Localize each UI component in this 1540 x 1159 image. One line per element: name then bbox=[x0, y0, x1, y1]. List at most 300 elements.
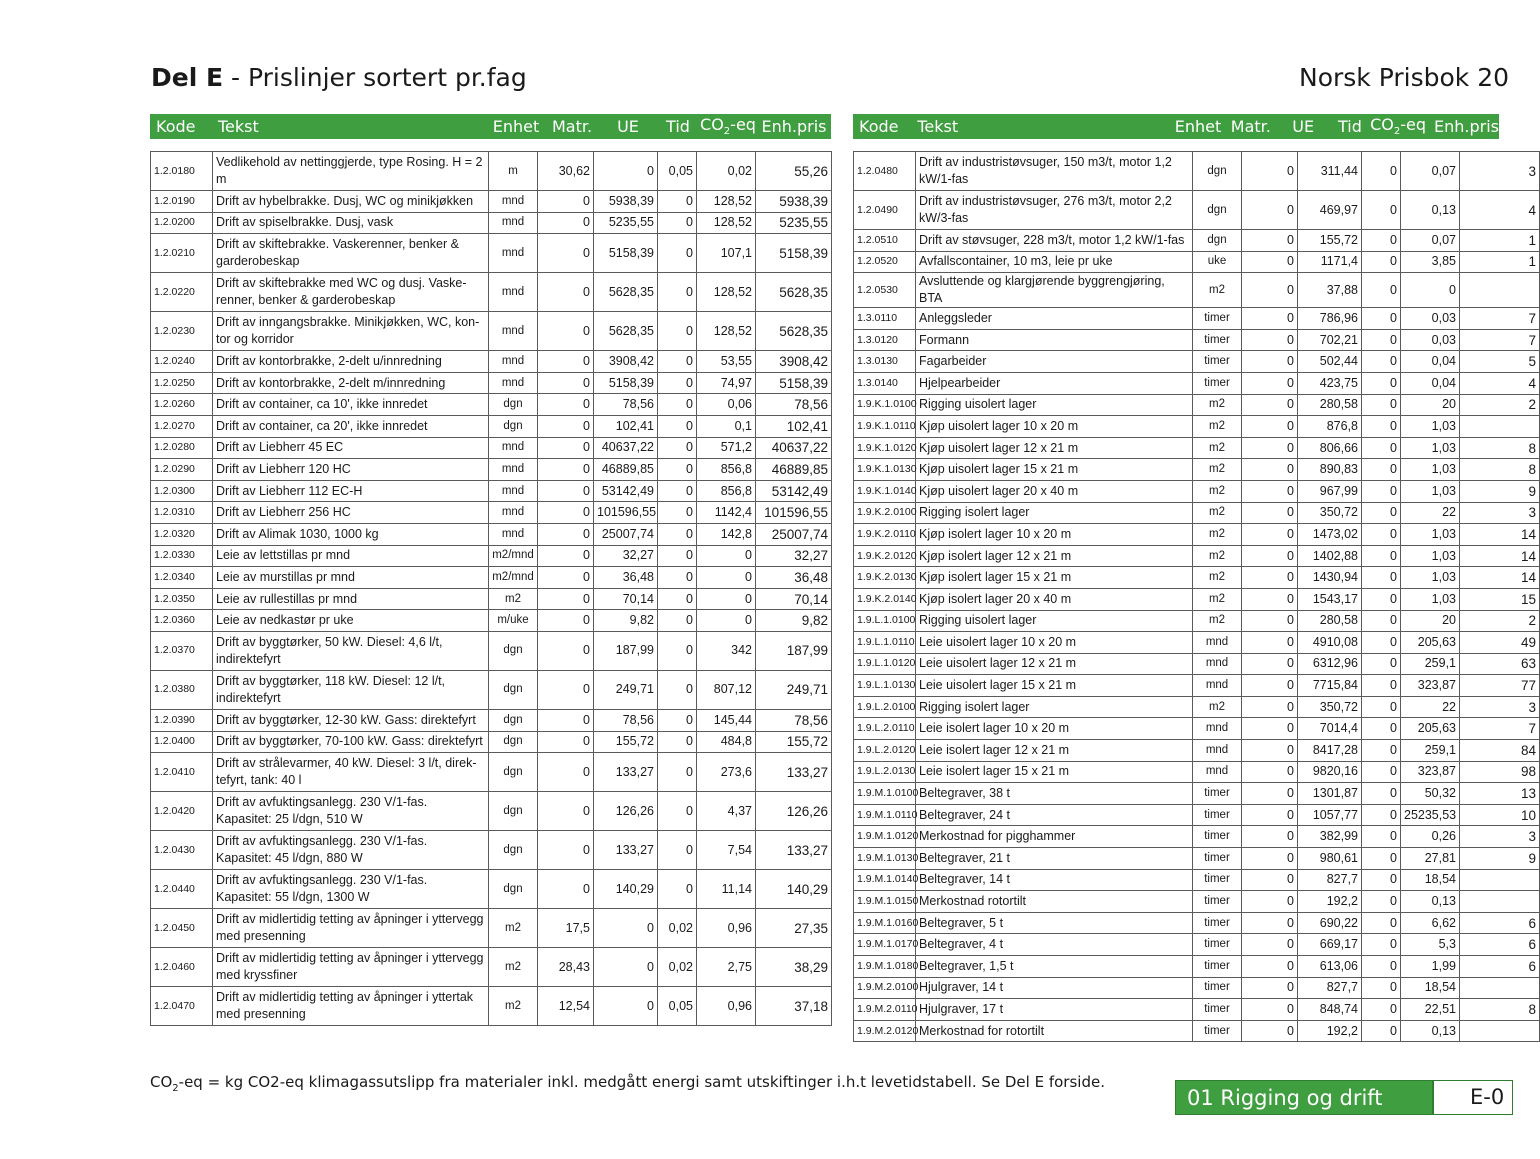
cell-tekst: Leie isolert lager 15 x 21 m bbox=[916, 761, 1193, 783]
cell-co2: 27,81 bbox=[1401, 848, 1460, 870]
cell-tid: 0 bbox=[658, 753, 697, 792]
cell-matr: 0 bbox=[538, 480, 594, 502]
footnote-text: -eq = kg CO2-eq klimagassutslipp fra materialer inkl. medgått energi samt utskiftinger i.h.t levetidstabell. Se Del E forside. bbox=[178, 1073, 1105, 1091]
cell-enhet: mnd bbox=[1193, 675, 1242, 697]
table-header bbox=[853, 114, 1499, 139]
cell-enhpris: 3 bbox=[1460, 826, 1540, 848]
cell-ue: 5158,39 bbox=[594, 372, 658, 394]
cell-ue: 0 bbox=[594, 909, 658, 948]
cell-enhet: m2 bbox=[1193, 437, 1242, 459]
cell-enhpris: 77 bbox=[1460, 675, 1540, 697]
cell-co2: 205,63 bbox=[1401, 718, 1460, 740]
cell-co2: 128,52 bbox=[697, 191, 756, 213]
cell-enhpris: 36,48 bbox=[756, 567, 832, 589]
cell-matr: 0 bbox=[538, 312, 594, 351]
price-table-right bbox=[853, 114, 1536, 1042]
cell-tekst: Drift av avfuktingsanlegg. 230 V/1-fas. Kapasitet: 45 l/dgn, 880 W bbox=[213, 831, 489, 870]
cell-tekst: Beltegraver, 21 t bbox=[916, 848, 1193, 870]
cell-tid: 0 bbox=[1362, 826, 1401, 848]
cell-tekst: Leie av nedkastør pr uke bbox=[213, 610, 489, 632]
page-title bbox=[151, 62, 527, 94]
footnote bbox=[150, 1073, 1105, 1094]
table-row bbox=[854, 416, 1540, 438]
cell-enhpris: 27,35 bbox=[756, 909, 832, 948]
cell-enhet: dgn bbox=[1193, 191, 1242, 230]
table-row bbox=[151, 870, 832, 909]
cell-enhpris: 14 bbox=[1460, 545, 1540, 567]
cell-tekst: Leie uisolert lager 12 x 21 m bbox=[916, 653, 1193, 675]
footnote-sub: 2 bbox=[172, 1083, 179, 1094]
cell-tekst: Drift av kontorbrakke, 2-delt u/innredning bbox=[213, 351, 489, 373]
cell-matr: 30,62 bbox=[538, 152, 594, 191]
cell-kode: 1.2.0220 bbox=[151, 273, 213, 312]
cell-kode: 1.9.M.1.0150 bbox=[854, 891, 916, 913]
cell-kode: 1.9.M.1.0110 bbox=[854, 804, 916, 826]
cell-enhet: mnd bbox=[1193, 653, 1242, 675]
cell-enhpris: 38,29 bbox=[756, 948, 832, 987]
cell-tid: 0 bbox=[658, 670, 697, 709]
cell-co2: 53,55 bbox=[697, 351, 756, 373]
cell-matr: 0 bbox=[1242, 696, 1298, 718]
cell-enhpris: 5628,35 bbox=[756, 312, 832, 351]
cell-enhet: timer bbox=[1193, 826, 1242, 848]
cell-tid: 0 bbox=[1362, 480, 1401, 502]
cell-matr: 0 bbox=[1242, 191, 1298, 230]
cell-enhet: timer bbox=[1193, 891, 1242, 913]
table-row bbox=[854, 191, 1540, 230]
cell-co2: 128,52 bbox=[697, 273, 756, 312]
cell-enhpris: 3 bbox=[1460, 152, 1540, 191]
cell-tekst: Drift av Liebherr 45 EC bbox=[213, 437, 489, 459]
cell-kode: 1.2.0290 bbox=[151, 459, 213, 481]
cell-enhpris: 14 bbox=[1460, 567, 1540, 589]
cell-matr: 0 bbox=[538, 502, 594, 524]
cell-tid: 0 bbox=[1362, 653, 1401, 675]
cell-enhpris: 7 bbox=[1460, 718, 1540, 740]
cell-kode: 1.9.L.2.0130 bbox=[854, 761, 916, 783]
cell-matr: 0 bbox=[1242, 761, 1298, 783]
cell-tid: 0 bbox=[1362, 912, 1401, 934]
cell-tekst: Leie av murstillas pr mnd bbox=[213, 567, 489, 589]
cell-enhpris: 25007,74 bbox=[756, 523, 832, 545]
cell-enhpris: 5938,39 bbox=[756, 191, 832, 213]
table-row bbox=[151, 631, 832, 670]
cell-matr: 0 bbox=[538, 709, 594, 731]
cell-tid: 0 bbox=[1362, 251, 1401, 273]
cell-tid: 0 bbox=[658, 709, 697, 731]
cell-matr: 0 bbox=[1242, 848, 1298, 870]
cell-ue: 669,17 bbox=[1298, 934, 1362, 956]
cell-tekst: Anleggsleder bbox=[916, 308, 1193, 330]
cell-ue: 502,44 bbox=[1298, 351, 1362, 373]
cell-co2: 22,51 bbox=[1401, 999, 1460, 1021]
cell-enhpris: 140,29 bbox=[756, 870, 832, 909]
table-row bbox=[151, 394, 832, 416]
table-body bbox=[150, 151, 832, 1026]
cell-kode: 1.9.K.2.0110 bbox=[854, 524, 916, 546]
cell-tekst: Beltegraver, 38 t bbox=[916, 783, 1193, 805]
cell-tid: 0 bbox=[658, 191, 697, 213]
cell-co2: 1,03 bbox=[1401, 480, 1460, 502]
cell-tid: 0 bbox=[658, 437, 697, 459]
cell-enhpris bbox=[1460, 416, 1540, 438]
cell-ue: 7014,4 bbox=[1298, 718, 1362, 740]
cell-tekst: Drift av Liebherr 112 EC-H bbox=[213, 480, 489, 502]
cell-co2: 259,1 bbox=[1401, 740, 1460, 762]
cell-kode: 1.9.L.1.0110 bbox=[854, 632, 916, 654]
cell-tekst: Drift av skiftebrakke med WC og dusj. Vaske-renner, benker & garderobeskap bbox=[213, 273, 489, 312]
cell-matr: 0 bbox=[1242, 869, 1298, 891]
table-row bbox=[854, 761, 1540, 783]
cell-tekst: Rigging uisolert lager bbox=[916, 610, 1193, 632]
cell-tid: 0 bbox=[658, 234, 697, 273]
table-row bbox=[854, 912, 1540, 934]
table-row bbox=[151, 372, 832, 394]
cell-matr: 0 bbox=[538, 588, 594, 610]
cell-kode: 1.2.0480 bbox=[854, 152, 916, 191]
cell-enhet: mnd bbox=[489, 372, 538, 394]
cell-kode: 1.2.0520 bbox=[854, 251, 916, 273]
cell-co2: 1,03 bbox=[1401, 588, 1460, 610]
cell-kode: 1.9.M.2.0120 bbox=[854, 1020, 916, 1042]
cell-ue: 133,27 bbox=[594, 753, 658, 792]
cell-matr: 0 bbox=[1242, 718, 1298, 740]
cell-enhpris: 9 bbox=[1460, 480, 1540, 502]
cell-enhpris: 6 bbox=[1460, 912, 1540, 934]
cell-tid: 0 bbox=[1362, 437, 1401, 459]
cell-tid: 0 bbox=[1362, 675, 1401, 697]
cell-tekst: Merkostnad rotortilt bbox=[916, 891, 1193, 913]
cell-co2: 1,03 bbox=[1401, 567, 1460, 589]
cell-co2: 0,04 bbox=[1401, 351, 1460, 373]
cell-enhpris: 8 bbox=[1460, 437, 1540, 459]
cell-tekst: Leie uisolert lager 10 x 20 m bbox=[916, 632, 1193, 654]
table-row bbox=[151, 212, 832, 234]
cell-tid: 0 bbox=[1362, 502, 1401, 524]
cell-tekst: Kjøp uisolert lager 10 x 20 m bbox=[916, 416, 1193, 438]
cell-matr: 0 bbox=[1242, 804, 1298, 826]
cell-tid: 0 bbox=[1362, 783, 1401, 805]
cell-tekst: Fagarbeider bbox=[916, 351, 1193, 373]
cell-tid: 0 bbox=[658, 212, 697, 234]
cell-kode: 1.2.0370 bbox=[151, 631, 213, 670]
cell-matr: 0 bbox=[1242, 675, 1298, 697]
cell-tid: 0 bbox=[658, 792, 697, 831]
cell-tid: 0 bbox=[1362, 524, 1401, 546]
cell-tekst: Leie av lettstillas pr mnd bbox=[213, 545, 489, 567]
cell-tid: 0 bbox=[1362, 740, 1401, 762]
cell-kode: 1.9.M.1.0160 bbox=[854, 912, 916, 934]
cell-ue: 690,22 bbox=[1298, 912, 1362, 934]
cell-matr: 0 bbox=[1242, 152, 1298, 191]
cell-kode: 1.2.0390 bbox=[151, 709, 213, 731]
cell-kode: 1.9.K.1.0100 bbox=[854, 394, 916, 416]
cell-kode: 1.9.K.2.0120 bbox=[854, 545, 916, 567]
col-ue: UE bbox=[617, 117, 639, 136]
cell-ue: 133,27 bbox=[594, 831, 658, 870]
cell-enhet: dgn bbox=[1193, 152, 1242, 191]
cell-kode: 1.9.L.1.0100 bbox=[854, 610, 916, 632]
cell-enhpris: 15 bbox=[1460, 588, 1540, 610]
col-enhpris: Enh.pris bbox=[1433, 117, 1499, 136]
cell-tid: 0 bbox=[658, 480, 697, 502]
table-row bbox=[854, 934, 1540, 956]
cell-co2: 22 bbox=[1401, 696, 1460, 718]
cell-tekst: Drift av industristøvsuger, 150 m3/t, motor 1,2 kW/1-fas bbox=[916, 152, 1193, 191]
cell-co2: 107,1 bbox=[697, 234, 756, 273]
cell-ue: 126,26 bbox=[594, 792, 658, 831]
table-row bbox=[854, 588, 1540, 610]
cell-enhpris: 9 bbox=[1460, 848, 1540, 870]
table-row bbox=[854, 891, 1540, 913]
cell-kode: 1.9.L.2.0100 bbox=[854, 696, 916, 718]
col-co2-sub: 2 bbox=[723, 126, 731, 138]
table-row bbox=[854, 273, 1540, 308]
cell-ue: 78,56 bbox=[594, 709, 658, 731]
cell-enhpris: 4 bbox=[1460, 191, 1540, 230]
cell-ue: 469,97 bbox=[1298, 191, 1362, 230]
cell-enhpris bbox=[1460, 273, 1540, 308]
cell-ue: 5628,35 bbox=[594, 312, 658, 351]
cell-tid: 0 bbox=[658, 351, 697, 373]
cell-tekst: Kjøp isolert lager 12 x 21 m bbox=[916, 545, 1193, 567]
cell-enhpris: 6 bbox=[1460, 956, 1540, 978]
cell-enhpris: 5158,39 bbox=[756, 234, 832, 273]
cell-tid: 0 bbox=[658, 588, 697, 610]
cell-tid: 0 bbox=[658, 631, 697, 670]
cell-co2: 128,52 bbox=[697, 312, 756, 351]
table-row bbox=[151, 909, 832, 948]
cell-ue: 311,44 bbox=[1298, 152, 1362, 191]
cell-kode: 1.9.L.2.0110 bbox=[854, 718, 916, 740]
cell-enhet: dgn bbox=[489, 709, 538, 731]
cell-enhpris: 8 bbox=[1460, 459, 1540, 481]
cell-ue: 9,82 bbox=[594, 610, 658, 632]
cell-matr: 0 bbox=[538, 394, 594, 416]
cell-tekst: Drift av skiftebrakke. Vaskerenner, benker & garderobeskap bbox=[213, 234, 489, 273]
cell-tekst: Leie uisolert lager 15 x 21 m bbox=[916, 675, 1193, 697]
cell-enhpris bbox=[1460, 869, 1540, 891]
cell-ue: 25007,74 bbox=[594, 523, 658, 545]
table-row bbox=[854, 567, 1540, 589]
cell-tekst: Kjøp uisolert lager 20 x 40 m bbox=[916, 480, 1193, 502]
cell-matr: 0 bbox=[538, 437, 594, 459]
cell-kode: 1.9.L.1.0130 bbox=[854, 675, 916, 697]
cell-tekst: Drift av industristøvsuger, 276 m3/t, motor 2,2 kW/3-fas bbox=[916, 191, 1193, 230]
cell-kode: 1.2.0260 bbox=[151, 394, 213, 416]
cell-matr: 0 bbox=[538, 792, 594, 831]
cell-co2: 0,96 bbox=[697, 987, 756, 1026]
cell-tekst: Drift av hybelbrakke. Dusj, WC og minikjøkken bbox=[213, 191, 489, 213]
col-matr: Matr. bbox=[551, 117, 593, 136]
cell-co2: 342 bbox=[697, 631, 756, 670]
cell-enhpris bbox=[1460, 977, 1540, 999]
cell-kode: 1.9.K.2.0130 bbox=[854, 567, 916, 589]
cell-enhpris: 78,56 bbox=[756, 394, 832, 416]
cell-kode: 1.9.M.2.0110 bbox=[854, 999, 916, 1021]
cell-enhpris: 70,14 bbox=[756, 588, 832, 610]
cell-tekst: Beltegraver, 24 t bbox=[916, 804, 1193, 826]
cell-matr: 28,43 bbox=[538, 948, 594, 987]
cell-kode: 1.2.0410 bbox=[151, 753, 213, 792]
cell-tekst: Drift av midlertidig tetting av åpninger i yttervegg med kryssfiner bbox=[213, 948, 489, 987]
cell-enhpris: 1 bbox=[1460, 230, 1540, 252]
cell-ue: 967,99 bbox=[1298, 480, 1362, 502]
cell-tid: 0 bbox=[1362, 632, 1401, 654]
cell-matr: 0 bbox=[1242, 502, 1298, 524]
table-row bbox=[854, 1020, 1540, 1042]
cell-tid: 0 bbox=[1362, 891, 1401, 913]
cell-enhet: timer bbox=[1193, 308, 1242, 330]
cell-co2: 856,8 bbox=[697, 459, 756, 481]
table-row bbox=[854, 783, 1540, 805]
cell-kode: 1.9.M.1.0100 bbox=[854, 783, 916, 805]
cell-co2: 0,96 bbox=[697, 909, 756, 948]
cell-tid: 0 bbox=[1362, 372, 1401, 394]
table-row bbox=[151, 670, 832, 709]
table-row bbox=[151, 545, 832, 567]
col-ue: UE bbox=[1292, 117, 1315, 136]
cell-enhet: dgn bbox=[489, 831, 538, 870]
cell-enhet: timer bbox=[1193, 372, 1242, 394]
cell-enhet: m2 bbox=[1193, 696, 1242, 718]
cell-enhet: timer bbox=[1193, 329, 1242, 351]
cell-enhet: m2 bbox=[489, 987, 538, 1026]
cell-co2: 2,75 bbox=[697, 948, 756, 987]
cell-ue: 140,29 bbox=[594, 870, 658, 909]
cell-enhpris: 55,26 bbox=[756, 152, 832, 191]
cell-tid: 0 bbox=[1362, 230, 1401, 252]
table-row bbox=[151, 523, 832, 545]
cell-tid: 0 bbox=[658, 372, 697, 394]
cell-enhpris: 101596,55 bbox=[756, 502, 832, 524]
cell-tid: 0 bbox=[658, 731, 697, 753]
cell-matr: 0 bbox=[538, 351, 594, 373]
cell-ue: 5938,39 bbox=[594, 191, 658, 213]
cell-ue: 702,21 bbox=[1298, 329, 1362, 351]
col-enhpris: Enh.pris bbox=[761, 117, 827, 136]
col-matr: Matr. bbox=[1230, 117, 1271, 136]
cell-tekst: Hjulgraver, 17 t bbox=[916, 999, 1193, 1021]
cell-enhpris: 10 bbox=[1460, 804, 1540, 826]
cell-enhpris: 5158,39 bbox=[756, 372, 832, 394]
cell-ue: 101596,55 bbox=[594, 502, 658, 524]
cell-enhpris: 98 bbox=[1460, 761, 1540, 783]
cell-tekst: Kjøp isolert lager 15 x 21 m bbox=[916, 567, 1193, 589]
cell-kode: 1.2.0340 bbox=[151, 567, 213, 589]
table-row bbox=[854, 675, 1540, 697]
cell-tid: 0 bbox=[1362, 329, 1401, 351]
cell-ue: 1057,77 bbox=[1298, 804, 1362, 826]
cell-co2: 259,1 bbox=[1401, 653, 1460, 675]
cell-enhpris: 63 bbox=[1460, 653, 1540, 675]
table-row bbox=[854, 437, 1540, 459]
cell-ue: 1430,94 bbox=[1298, 567, 1362, 589]
cell-matr: 0 bbox=[1242, 480, 1298, 502]
cell-matr: 0 bbox=[1242, 329, 1298, 351]
cell-ue: 4910,08 bbox=[1298, 632, 1362, 654]
cell-enhet: m2 bbox=[1193, 502, 1242, 524]
cell-ue: 187,99 bbox=[594, 631, 658, 670]
cell-co2: 1,99 bbox=[1401, 956, 1460, 978]
cell-co2: 145,44 bbox=[697, 709, 756, 731]
cell-matr: 0 bbox=[538, 372, 594, 394]
cell-enhpris: 53142,49 bbox=[756, 480, 832, 502]
cell-enhet: dgn bbox=[489, 394, 538, 416]
cell-matr: 0 bbox=[1242, 567, 1298, 589]
table-row bbox=[854, 977, 1540, 999]
col-co2-sub: 2 bbox=[1393, 126, 1401, 138]
cell-enhet: mnd bbox=[1193, 718, 1242, 740]
cell-co2: 11,14 bbox=[697, 870, 756, 909]
cell-enhet: mnd bbox=[1193, 740, 1242, 762]
cell-ue: 46889,85 bbox=[594, 459, 658, 481]
table-row bbox=[151, 351, 832, 373]
cell-tekst: Kjøp uisolert lager 15 x 21 m bbox=[916, 459, 1193, 481]
cell-enhpris bbox=[1460, 1020, 1540, 1042]
table-row bbox=[151, 610, 832, 632]
cell-tid: 0 bbox=[658, 523, 697, 545]
col-enhet: Enhet bbox=[1174, 117, 1222, 136]
cell-tekst: Merkostnad for rotortilt bbox=[916, 1020, 1193, 1042]
cell-matr: 0 bbox=[1242, 826, 1298, 848]
cell-kode: 1.2.0190 bbox=[151, 191, 213, 213]
cell-kode: 1.3.0120 bbox=[854, 329, 916, 351]
cell-kode: 1.2.0510 bbox=[854, 230, 916, 252]
cell-kode: 1.2.0230 bbox=[151, 312, 213, 351]
cell-tid: 0 bbox=[658, 831, 697, 870]
cell-tid: 0 bbox=[658, 610, 697, 632]
cell-enhpris: 126,26 bbox=[756, 792, 832, 831]
cell-tid: 0 bbox=[1362, 696, 1401, 718]
cell-kode: 1.9.M.2.0100 bbox=[854, 977, 916, 999]
cell-enhet: mnd bbox=[489, 273, 538, 312]
cell-enhpris: 49 bbox=[1460, 632, 1540, 654]
cell-tid: 0 bbox=[658, 415, 697, 437]
cell-enhpris: 133,27 bbox=[756, 831, 832, 870]
cell-ue: 827,7 bbox=[1298, 977, 1362, 999]
cell-matr: 0 bbox=[538, 273, 594, 312]
cell-tid: 0 bbox=[1362, 718, 1401, 740]
cell-enhet: mnd bbox=[1193, 761, 1242, 783]
cell-kode: 1.2.0320 bbox=[151, 523, 213, 545]
table-row bbox=[151, 480, 832, 502]
cell-co2: 1,03 bbox=[1401, 545, 1460, 567]
cell-ue: 155,72 bbox=[594, 731, 658, 753]
cell-co2: 0,13 bbox=[1401, 1020, 1460, 1042]
footnote-co: CO bbox=[150, 1073, 173, 1091]
cell-ue: 1301,87 bbox=[1298, 783, 1362, 805]
cell-matr: 0 bbox=[1242, 351, 1298, 373]
cell-tid: 0 bbox=[1362, 956, 1401, 978]
cell-co2: 323,87 bbox=[1401, 761, 1460, 783]
cell-matr: 0 bbox=[1242, 372, 1298, 394]
cell-matr: 0 bbox=[538, 753, 594, 792]
cell-enhet: m2 bbox=[1193, 416, 1242, 438]
cell-ue: 5628,35 bbox=[594, 273, 658, 312]
cell-kode: 1.2.0460 bbox=[151, 948, 213, 987]
cell-ue: 827,7 bbox=[1298, 869, 1362, 891]
cell-co2: 22 bbox=[1401, 502, 1460, 524]
cell-matr: 0 bbox=[538, 523, 594, 545]
cell-kode: 1.3.0110 bbox=[854, 308, 916, 330]
cell-enhpris: 249,71 bbox=[756, 670, 832, 709]
cell-tid: 0 bbox=[1362, 804, 1401, 826]
cell-tid: 0 bbox=[1362, 999, 1401, 1021]
cell-enhet: timer bbox=[1193, 804, 1242, 826]
cell-kode: 1.3.0140 bbox=[854, 372, 916, 394]
cell-tid: 0 bbox=[1362, 934, 1401, 956]
